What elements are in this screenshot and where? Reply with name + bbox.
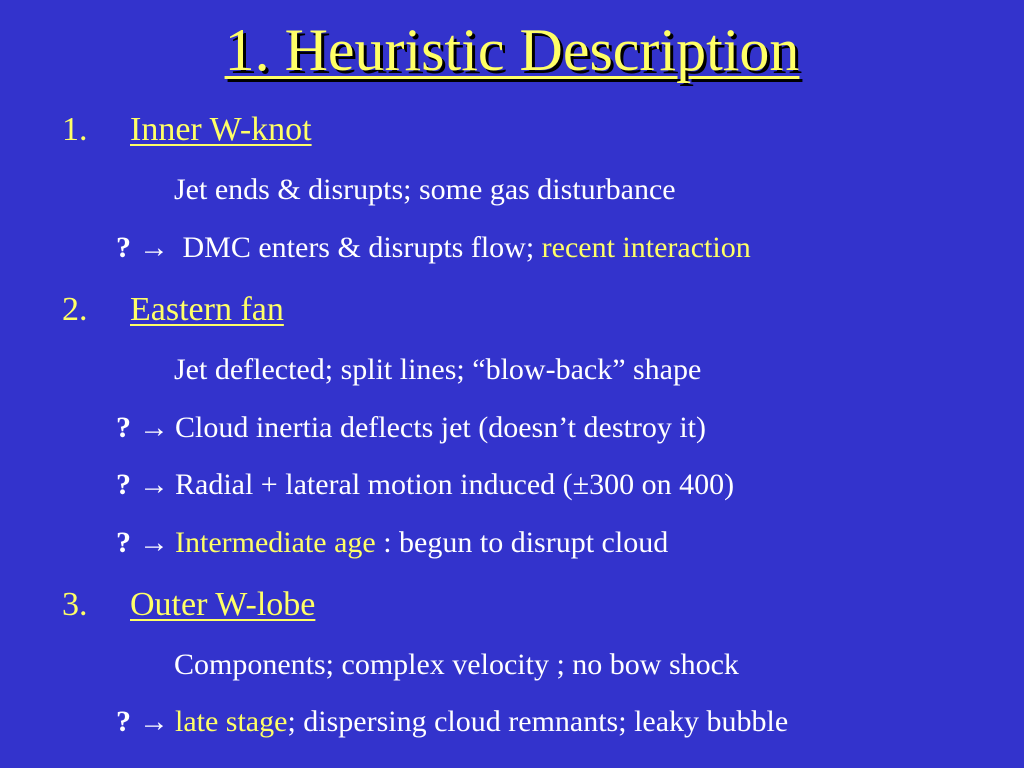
question-mark: ? [116,526,131,559]
arrow-right-icon: → [139,468,169,501]
interpretation-text-after: : begun to disrupt cloud [375,526,669,559]
observation-text: Jet ends & disrupts; some gas disturbance [174,173,676,206]
arrow-right-icon: → [139,526,169,559]
interpretation-text: Radial + lateral motion induced (±300 on 400) [175,468,735,501]
question-mark: ? [116,411,131,444]
interpretation-line [116,704,788,740]
section-title: Outer W-lobe [130,586,316,623]
section-title: Inner W-knot [130,111,312,148]
section-number: 1. [62,111,88,148]
section-title: Eastern fan [130,291,284,328]
interpretation-text-after: ; dispersing cloud remnants; leaky bubble [287,705,789,738]
highlight-text: recent interaction [541,231,751,264]
arrow-right-icon: → [139,705,169,738]
interpretation-line [116,230,751,266]
observation-text: Jet deflected; split lines; “blow-back” shape [174,353,702,386]
interpretation-line [116,467,734,503]
question-mark: ? [116,705,131,738]
section-number: 2. [62,291,88,328]
highlight-text: Intermediate age [175,526,376,559]
arrow-right-icon: → [139,231,169,264]
observation-text: Components; complex velocity ; no bow shock [174,648,739,681]
arrow-right-icon: → [139,411,169,444]
interpretation-line [116,525,668,561]
interpretation-text: Cloud inertia deflects jet (doesn’t destroy it) [175,411,706,444]
interpretation-line [116,410,706,446]
section-number: 3. [62,586,88,623]
question-mark: ? [116,468,131,501]
interpretation-text: DMC enters & disrupts flow; [175,231,542,264]
question-mark: ? [116,231,131,264]
slide-title: 1. Heuristic Description [224,17,800,83]
highlight-text: late stage [175,705,288,738]
